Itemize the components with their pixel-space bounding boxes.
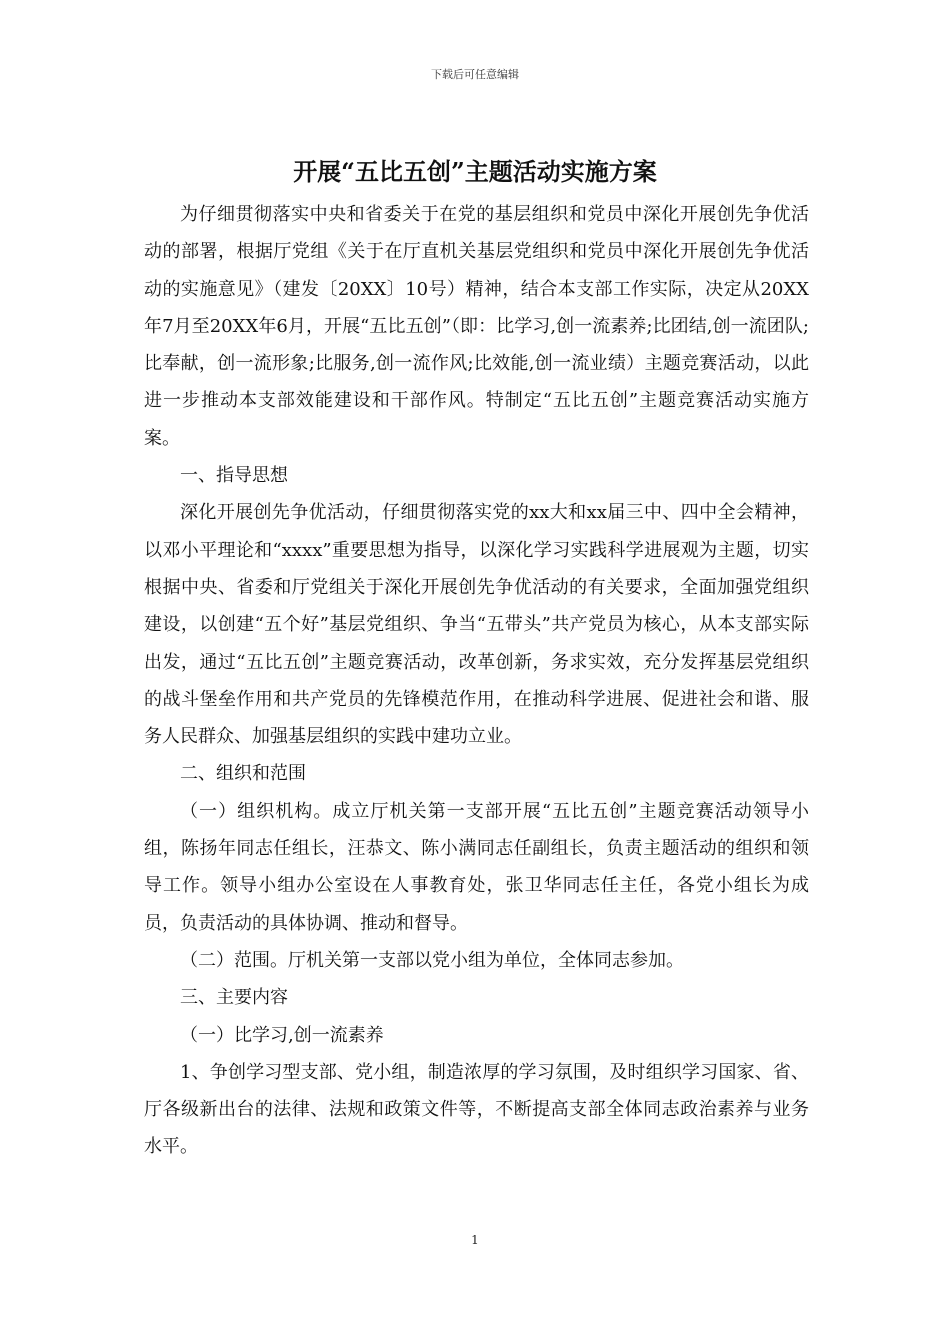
organization-paragraph: （一）组织机构。成立厅机关第一支部开展“五比五创”主题竞赛活动领导小组，陈扬年同志任组长，汪恭文、陈小满同志任副组长，负责主题活动的组织和领导工作。领导小组办公室设在人事教育处，张卫华同志任主任，各党小组长为成员，负责活动的具体协调、推动和督导。 <box>144 800 809 934</box>
intro-paragraph: 为仔细贯彻落实中央和省委关于在党的基层组织和党员中深化开展创先争优活动的部署，根据厅党组《关于在厅直机关基层党组织和党员中深化开展创先争优活动的实施意见》（建发〔20XX〕10号）精神，结合本支部工作实际，决定从20XX年7月至20XX年6月，开展“五比五创”（即：比学习,创一流素养;比团结,创一流团队;比奉献，创一流形象;比服务,创一流作风;比效能,创一流业绩）主题竞赛活动，以此进一步推动本支部效能建设和干部作风。特制定“五比五创”主题竞赛活动实施方案。 <box>144 204 809 449</box>
scope-paragraph: （二）范围。厅机关第一支部以党小组为单位，全体同志参加。 <box>180 949 684 971</box>
section-heading-organization-scope: 二、组织和范围 <box>180 763 306 785</box>
section-heading-main-content: 三、主要内容 <box>180 987 288 1009</box>
section-heading-guiding-ideology: 一、指导思想 <box>180 465 288 487</box>
guiding-ideology-paragraph: 深化开展创先争优活动，仔细贯彻落实党的xx大和xx届三中、四中全会精神，以邓小平理论和“xxxx”重要思想为指导，以深化学习实践科学进展观为主题，切实根据中央、省委和厅党组关于深化开展创先争优活动的有关要求，全面加强党组织建设，以创建“五个好”基层党组织、争当“五带头”共产党员为核心，从本支部实际出发，通过“五比五创”主题竞赛活动，改革创新，务求实效，充分发挥基层党组织的战斗堡垒作用和共产党员的先锋模范作用，在推动科学进展、促进社会和谐、服务人民群众、加强基层组织的实践中建功立业。 <box>144 502 809 748</box>
subheading-study: （一）比学习,创一流素养 <box>180 1024 384 1046</box>
document-body <box>144 196 809 1166</box>
page-header-note: 下载后可任意编辑 <box>431 68 519 81</box>
document-title: 开展“五比五创”主题活动实施方案 <box>293 157 657 186</box>
study-item-paragraph: 1、争创学习型支部、党小组，制造浓厚的学习氛围，及时组织学习国家、省、厅各级新出台的法律、法规和政策文件等，不断提高支部全体同志政治素养与业务水平。 <box>144 1061 809 1158</box>
page-number: 1 <box>471 1233 479 1247</box>
